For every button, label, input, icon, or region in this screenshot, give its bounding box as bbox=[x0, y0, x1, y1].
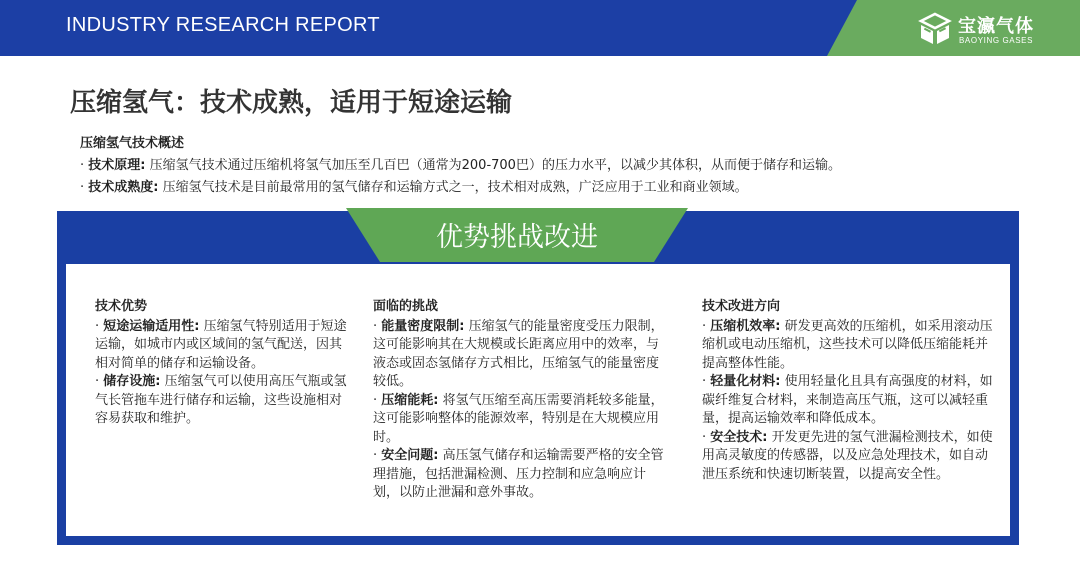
column-item-text: 使用轻量化且具有高强度的材料，如碳纤维复合材料，来制造高压气瓶，这可以减轻重量，提高运输效率和降低成本。 bbox=[702, 374, 993, 426]
bullet-dot: · bbox=[373, 448, 378, 463]
overview-item bbox=[80, 177, 1040, 199]
column-heading: 技术优势 bbox=[95, 299, 148, 314]
report-header-title: INDUSTRY RESEARCH REPORT bbox=[66, 14, 380, 36]
column-item-label: 短途运输适用性: bbox=[103, 318, 200, 334]
column-item bbox=[95, 318, 347, 374]
overview-section bbox=[80, 133, 1040, 199]
page-title: 压缩氢气：技术成熟，适用于短途运输 bbox=[70, 88, 513, 118]
column-item bbox=[373, 392, 667, 448]
column-item-label: 安全问题: bbox=[381, 448, 439, 463]
challenges-column bbox=[373, 298, 667, 503]
column-item-label: 压缩能耗: bbox=[381, 392, 439, 408]
bullet-dot: · bbox=[373, 392, 378, 408]
column-item-text: 将氢气压缩至高压需要消耗较多能量，这可能影响整体的能源效率，特别是在大规模应用时。 bbox=[373, 392, 664, 445]
bullet-dot: · bbox=[702, 318, 707, 334]
header-logo-band bbox=[827, 0, 1080, 56]
overview-item-label: 技术原理: bbox=[88, 158, 146, 173]
logo-subtitle: BAOYING GASES bbox=[959, 36, 1034, 45]
column-item-text: 开发更先进的氢气泄漏检测技术，如使用高灵敏度的传感器，以及应急处理技术，如自动泄压系统和快速切断装置，以提高安全性。 bbox=[702, 429, 993, 482]
advantages-column bbox=[95, 298, 347, 429]
bullet-dot: · bbox=[702, 374, 707, 389]
column-item-label: 压缩机效率: bbox=[710, 318, 781, 334]
column-item bbox=[702, 429, 994, 485]
bullet-dot: · bbox=[80, 158, 85, 173]
column-item-label: 安全技术: bbox=[710, 429, 768, 445]
baoying-cube-logo-icon bbox=[918, 12, 952, 46]
overview-item bbox=[80, 155, 1040, 177]
column-item bbox=[702, 373, 994, 429]
improvements-column bbox=[702, 298, 994, 484]
column-item bbox=[373, 318, 667, 392]
bullet-dot: · bbox=[80, 180, 85, 195]
logo-name: 宝瀛气体 bbox=[958, 16, 1034, 37]
bullet-dot: · bbox=[373, 318, 378, 334]
column-heading: 技术改进方向 bbox=[702, 299, 781, 314]
bullet-dot: · bbox=[702, 429, 707, 445]
column-item-label: 能量密度限制: bbox=[381, 318, 465, 334]
column-item-text: 研发更高效的压缩机，如采用滚动压缩机或电动压缩机，这些技术可以降低压缩能耗并提高整体性能。 bbox=[702, 318, 993, 371]
column-item-label: 储存设施: bbox=[103, 374, 161, 389]
bullet-dot: · bbox=[95, 374, 100, 389]
column-item-text: 压缩氢气的能量密度受压力限制，这可能影响其在大规模或长距离应用中的效率，与液态或固态氢储存方式相比，压缩氢气的能量密度较低。 bbox=[373, 318, 664, 389]
overview-item-label: 技术成熟度: bbox=[88, 180, 159, 195]
column-item-text: 压缩氢气可以使用高压气瓶或氢气长管拖车进行储存和运输，这些设施相对容易获取和维护。 bbox=[95, 374, 347, 426]
section-banner-title: 优势挑战改进 bbox=[436, 222, 598, 253]
column-item bbox=[95, 373, 347, 429]
column-item bbox=[373, 447, 667, 503]
column-item-text: 压缩氢气特别适用于短途运输，如城市内或区域间的氢气配送，因其相对简单的储存和运输设备。 bbox=[95, 318, 347, 371]
overview-heading: 压缩氢气技术概述 bbox=[80, 136, 185, 151]
overview-item-text: 压缩氢气技术通过压缩机将氢气加压至几百巴（通常为200-700巴）的压力水平，以减少其体积，从而便于储存和运输。 bbox=[149, 158, 841, 173]
column-item-label: 轻量化材料: bbox=[710, 374, 781, 389]
column-heading: 面临的挑战 bbox=[373, 299, 439, 314]
column-item-text: 高压氢气储存和运输需要严格的安全管理措施，包括泄漏检测、压力控制和应急响应计划，以防止泄漏和意外事故。 bbox=[373, 448, 664, 500]
bullet-dot: · bbox=[95, 318, 100, 334]
column-item bbox=[702, 318, 994, 374]
overview-item-text: 压缩氢气技术是目前最常用的氢气储存和运输方式之一，技术相对成熟，广泛应用于工业和商业领域。 bbox=[162, 180, 748, 195]
